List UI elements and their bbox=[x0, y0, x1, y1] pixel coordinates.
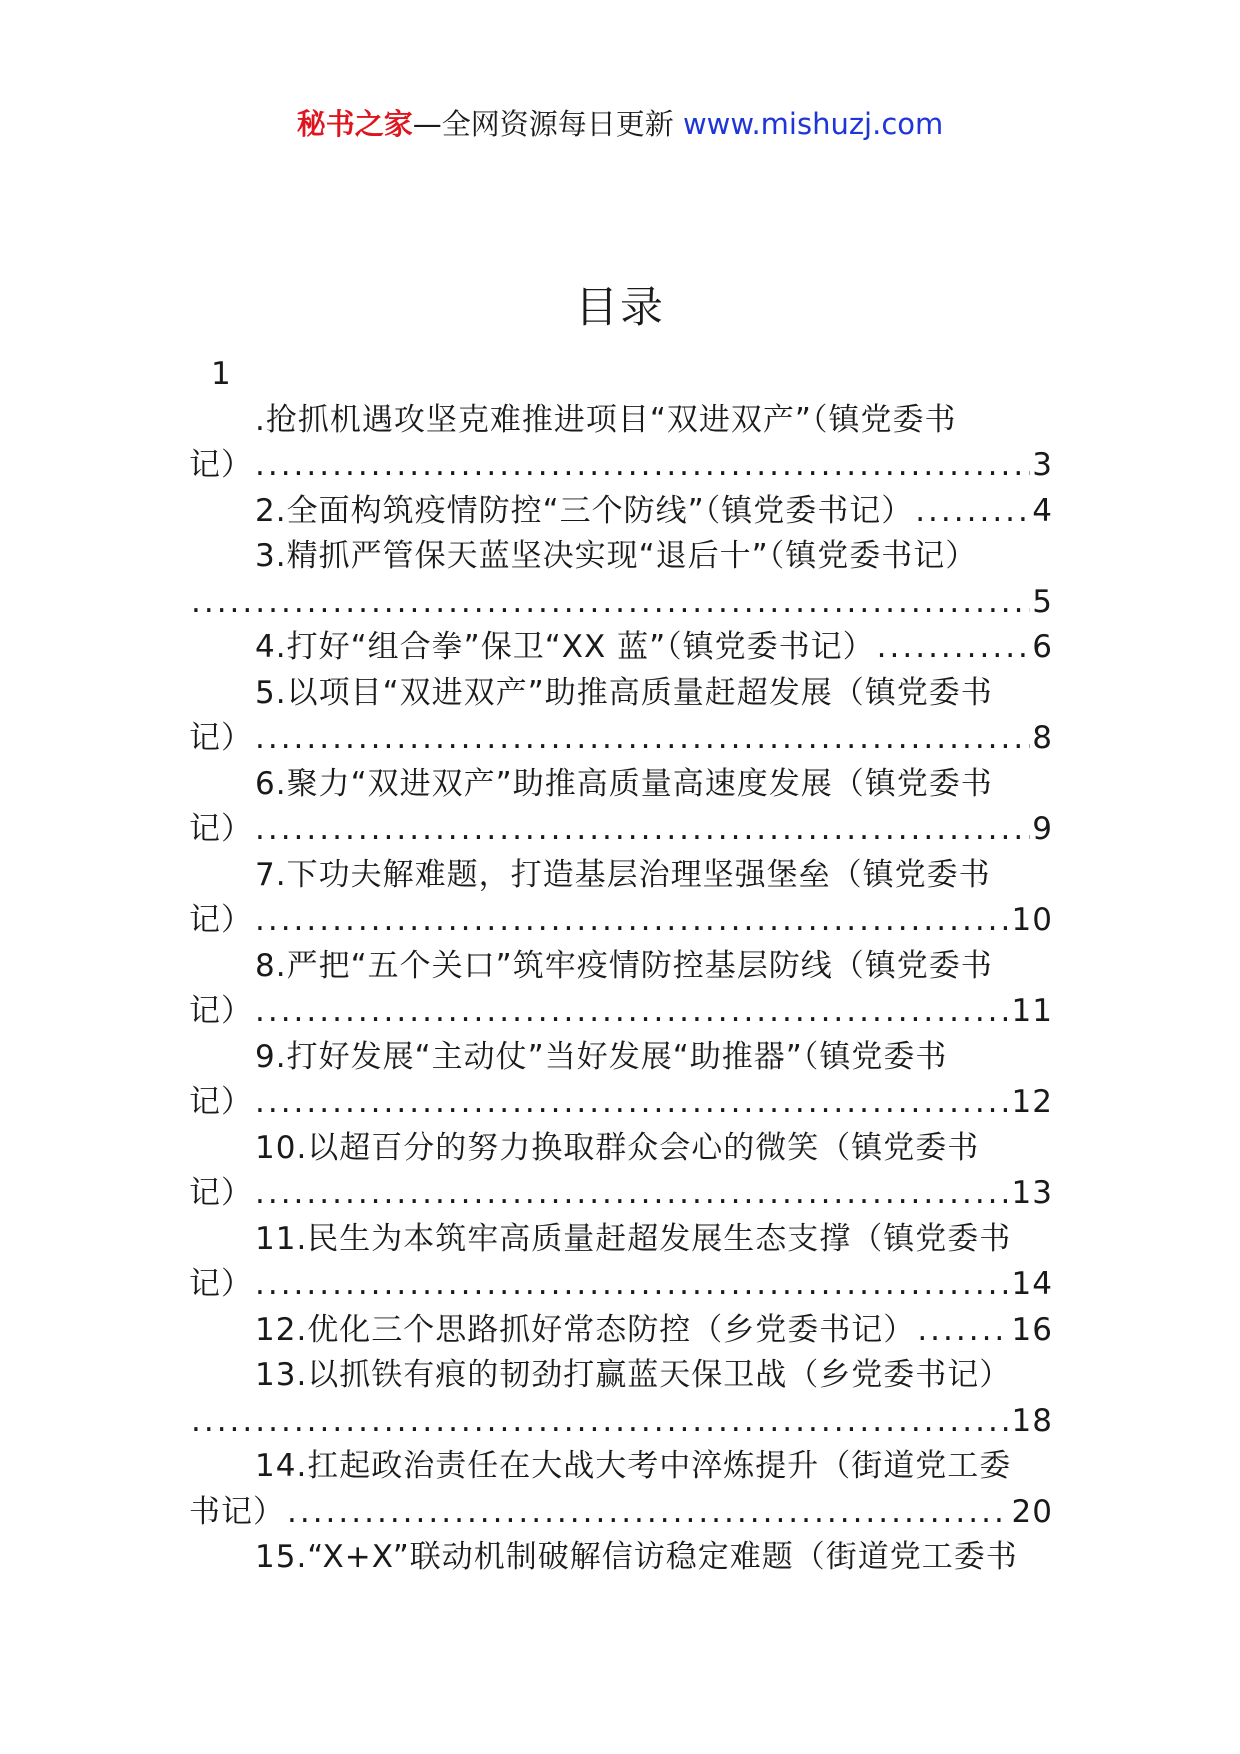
toc-entry-12-title: 12.优化三个思路抓好常态防控（乡党委书记） bbox=[255, 1311, 916, 1348]
toc-entry-continuation[interactable] bbox=[189, 898, 1053, 944]
toc-entry-9-page: 12 bbox=[1011, 1084, 1053, 1120]
toc-entry-continuation[interactable] bbox=[189, 580, 1053, 626]
toc-entry[interactable] bbox=[189, 1353, 1053, 1399]
toc-entry-continuation[interactable] bbox=[189, 1262, 1053, 1308]
toc-entry-2-page: 4 bbox=[1032, 492, 1053, 529]
toc-entry-11-title-cont: 记） bbox=[189, 1266, 253, 1302]
toc-entry-7-title: 7.下功夫解难题，打造基层治理坚强堡垒（镇党委书 bbox=[255, 856, 991, 893]
toc-entry-14-page: 20 bbox=[1011, 1493, 1053, 1530]
toc-entry-9-title: 9.打好发展“主动仗”当好发展“助推器”（镇党委书 bbox=[255, 1038, 948, 1075]
toc-entry[interactable] bbox=[189, 1035, 1053, 1081]
toc-entry-5-title-cont: 记） bbox=[189, 720, 253, 756]
toc-entry[interactable] bbox=[189, 762, 1053, 808]
toc-entry-10-page: 13 bbox=[1011, 1175, 1053, 1211]
dot-leader bbox=[191, 580, 1030, 626]
toc-entry-continuation[interactable] bbox=[189, 1399, 1053, 1445]
dot-leader bbox=[255, 716, 1030, 762]
dot-leader bbox=[255, 989, 1010, 1035]
toc-entry-1-number: 1 bbox=[211, 356, 232, 392]
toc-entry-14-title: 14.扛起政治责任在大战大考中淬炼提升（街道党工委 bbox=[255, 1448, 1012, 1484]
toc-entry-continuation[interactable] bbox=[189, 989, 1053, 1035]
toc-entry-5-page: 8 bbox=[1032, 720, 1053, 756]
toc-entry[interactable] bbox=[189, 489, 1053, 535]
toc-entry-6-title-cont: 记） bbox=[189, 811, 253, 847]
toc-entry-2-title: 2.全面构筑疫情防控“三个防线”（镇党委书记） bbox=[255, 492, 914, 529]
page-header bbox=[0, 104, 1240, 144]
toc-entry-continuation[interactable] bbox=[189, 1490, 1053, 1536]
toc-entry-12-page: 16 bbox=[1011, 1311, 1053, 1348]
toc-entry-14-title-cont: 书记） bbox=[189, 1493, 285, 1530]
toc-entry[interactable] bbox=[189, 1535, 1053, 1581]
toc-entry-6-page: 9 bbox=[1032, 811, 1053, 847]
dot-leader bbox=[255, 443, 1030, 489]
toc-entry-11-page: 14 bbox=[1011, 1266, 1053, 1302]
site-url-link[interactable]: www.mishuzj.com bbox=[682, 107, 944, 141]
toc-entry-8-title-cont: 记） bbox=[189, 993, 253, 1029]
toc-entry[interactable] bbox=[189, 1126, 1053, 1172]
toc-entry-1-page: 3 bbox=[1032, 447, 1053, 483]
toc-title: 目录 bbox=[575, 283, 665, 333]
dot-leader bbox=[255, 1262, 1010, 1308]
toc-entry-8-title: 8.严把“五个关口”筑牢疫情防控基层防线（镇党委书 bbox=[255, 947, 993, 984]
toc-entry-continuation[interactable] bbox=[189, 1080, 1053, 1126]
toc-entry-15-title: 15.“X+X”联动机制破解信访稳定难题（街道党工委书 bbox=[255, 1539, 1018, 1575]
toc-entry-13-title: 13.以抓铁有痕的韧劲打赢蓝天保卫战（乡党委书记） bbox=[255, 1357, 1012, 1393]
toc-entry[interactable] bbox=[189, 398, 1053, 444]
toc-entry-continuation[interactable] bbox=[189, 807, 1053, 853]
dot-leader bbox=[191, 1399, 1010, 1445]
dot-leader bbox=[915, 489, 1030, 535]
dot-leader bbox=[255, 807, 1030, 853]
toc-entry-7-page: 10 bbox=[1011, 902, 1053, 938]
toc-entry-1-title-cont: 记） bbox=[189, 447, 253, 483]
toc-entry-10-title: 10.以超百分的努力换取群众会心的微笑（镇党委书 bbox=[255, 1129, 980, 1166]
toc-entry-5-title: 5.以项目“双进双产”助推高质量赶超发展（镇党委书 bbox=[255, 674, 993, 711]
toc-entry-continuation[interactable] bbox=[189, 1171, 1053, 1217]
dot-leader bbox=[255, 1171, 1010, 1217]
toc-entry-13-page: 18 bbox=[1011, 1402, 1053, 1439]
toc-entry-8-page: 11 bbox=[1011, 993, 1053, 1029]
toc-entry[interactable] bbox=[189, 625, 1053, 671]
toc-entry[interactable] bbox=[189, 853, 1053, 899]
toc-entry-3-page: 5 bbox=[1032, 583, 1053, 620]
toc-entry[interactable] bbox=[189, 944, 1053, 990]
toc-entry-10-title-cont: 记） bbox=[189, 1175, 253, 1211]
toc-entry-9-title-cont: 记） bbox=[189, 1084, 253, 1120]
toc-entry[interactable] bbox=[189, 1217, 1053, 1263]
toc-entry-4-title: 4.打好“组合拳”保卫“XX 蓝”（镇党委书记） bbox=[255, 629, 875, 665]
toc-entry-11-title: 11.民生为本筑牢高质量赶超发展生态支撑（镇党委书 bbox=[255, 1220, 1012, 1257]
site-brand: 秘书之家 bbox=[296, 107, 413, 141]
toc-entry[interactable] bbox=[189, 1308, 1053, 1354]
dot-leader bbox=[255, 1080, 1010, 1126]
toc-entry-3-title: 3.精抓严管保天蓝坚决实现“退后十”（镇党委书记） bbox=[255, 538, 978, 574]
dot-leader bbox=[917, 1308, 1009, 1354]
table-of-contents bbox=[189, 352, 1053, 1581]
toc-entry-number bbox=[189, 352, 1053, 398]
toc-entry-continuation[interactable] bbox=[189, 443, 1053, 489]
toc-entry-4-page: 6 bbox=[1032, 629, 1053, 665]
site-tagline: —全网资源每日更新 bbox=[412, 107, 674, 141]
dot-leader bbox=[287, 1490, 1010, 1536]
dot-leader bbox=[255, 898, 1010, 944]
dot-leader bbox=[877, 625, 1031, 671]
toc-entry[interactable] bbox=[189, 534, 1053, 580]
toc-entry[interactable] bbox=[189, 671, 1053, 717]
toc-entry[interactable] bbox=[189, 1444, 1053, 1490]
toc-entry-7-title-cont: 记） bbox=[189, 902, 253, 938]
toc-entry-6-title: 6.聚力“双进双产”助推高质量高速度发展（镇党委书 bbox=[255, 765, 993, 802]
toc-entry-continuation[interactable] bbox=[189, 716, 1053, 762]
toc-entry-1-title: .抢抓机遇攻坚克难推进项目“双进双产”（镇党委书 bbox=[255, 401, 957, 438]
